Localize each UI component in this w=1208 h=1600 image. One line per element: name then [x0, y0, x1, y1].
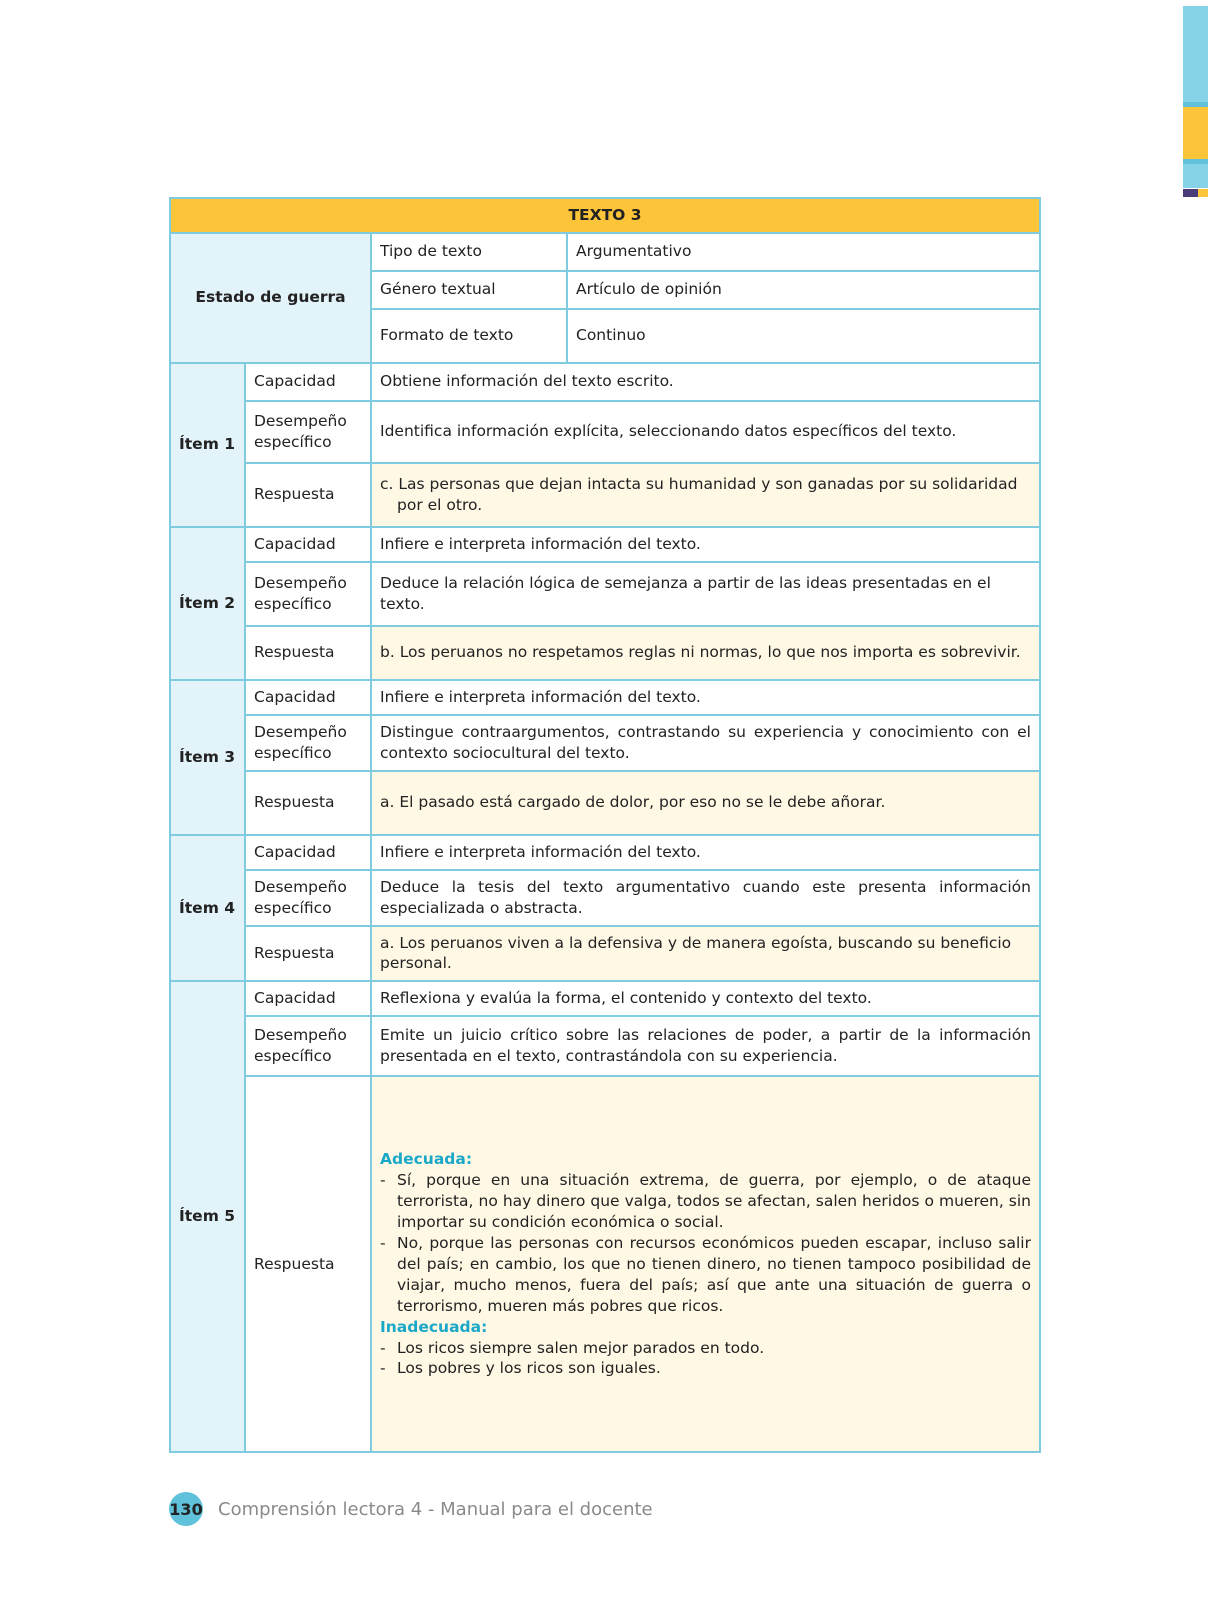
edge-tab-purple [1183, 189, 1198, 197]
item-title: Ítem 5 [170, 981, 245, 1452]
table-title: TEXTO 3 [170, 198, 1040, 233]
list-item: - Los ricos siempre salen mejor parados en todo. [380, 1338, 1031, 1359]
respuesta-value: a. Los peruanos viven a la defensiva y de manera egoísta, buscando su beneficio personal. [371, 926, 1040, 982]
row-label: Capacidad [245, 363, 371, 401]
respuesta-value: b. Los peruanos no respetamos reglas ni normas, lo que nos importa es sobrevivir. [371, 626, 1040, 680]
row-label: Respuesta [245, 463, 371, 527]
list-item: - Sí, porque en una situación extrema, de guerra, por ejemplo, o de ataque terrorista, no hay dinero que valga, todos se afectan, salen heridos o mueren, sin importar su condición económica o social. [380, 1170, 1031, 1233]
info-value: Continuo [567, 309, 1040, 363]
row-label: Respuesta [245, 926, 371, 982]
row-label: Desempeño específico [245, 1016, 371, 1076]
page-number: 130 [169, 1492, 203, 1526]
info-value: Argumentativo [567, 233, 1040, 271]
capacidad-value: Infiere e interpreta información del texto. [371, 680, 1040, 715]
adecuada-title: Adecuada: [380, 1150, 473, 1169]
capacidad-value: Obtiene información del texto escrito. [371, 363, 1040, 401]
respuesta-value [371, 463, 1040, 527]
item-title: Ítem 2 [170, 527, 245, 680]
row-label: Capacidad [245, 835, 371, 870]
capacidad-value: Infiere e interpreta información del texto. [371, 527, 1040, 562]
evaluation-table [169, 197, 1041, 1453]
page-footer [169, 1492, 653, 1526]
info-value: Artículo de opinión [567, 271, 1040, 309]
row-label: Desempeño específico [245, 562, 371, 626]
desempeno-value: Deduce la relación lógica de semejanza a partir de las ideas presentadas en el texto. [371, 562, 1040, 626]
desempeno-value: Emite un juicio crítico sobre las relaciones de poder, a partir de la información presentada en el texto, contrastándola con su experiencia. [371, 1016, 1040, 1076]
desempeno-value: Distingue contraargumentos, contrastando su experiencia y conocimiento con el contexto sociocultural del texto. [371, 715, 1040, 771]
text-name: Estado de guerra [170, 233, 371, 363]
item-title: Ítem 1 [170, 363, 245, 527]
edge-tab-blue [1183, 164, 1208, 188]
edge-tab-blue [1183, 6, 1208, 102]
info-label: Género textual [371, 271, 567, 309]
inadecuada-list [380, 1338, 1031, 1380]
row-label: Capacidad [245, 981, 371, 1016]
info-label: Tipo de texto [371, 233, 567, 271]
row-label: Respuesta [245, 1076, 371, 1452]
item-title: Ítem 3 [170, 680, 245, 835]
respuesta-text: c. Las personas que dejan intacta su humanidad y son ganadas por su solidaridad por el otro. [380, 475, 1018, 514]
desempeno-value: Identifica información explícita, seleccionando datos específicos del texto. [371, 401, 1040, 463]
footer-title: Comprensión lectora 4 - Manual para el docente [218, 1498, 653, 1520]
row-label: Respuesta [245, 771, 371, 835]
capacidad-value: Reflexiona y evalúa la forma, el contenido y contexto del texto. [371, 981, 1040, 1016]
info-label: Formato de texto [371, 309, 567, 363]
list-item: - No, porque las personas con recursos económicos pueden escapar, incluso salir del país; en cambio, los que no tienen dinero, no tienen tampoco posibilidad de viajar, mucho menos, fuera del país; así que ante una situación de guerra o terrorismo, mueren más pobres que ricos. [380, 1233, 1031, 1317]
row-label: Desempeño específico [245, 401, 371, 463]
edge-tab-gold [1198, 189, 1208, 197]
item-title: Ítem 4 [170, 835, 245, 982]
row-label: Desempeño específico [245, 870, 371, 926]
edge-tab-yellow [1183, 107, 1208, 159]
row-label: Capacidad [245, 680, 371, 715]
row-label: Capacidad [245, 527, 371, 562]
respuesta-value: a. El pasado está cargado de dolor, por eso no se le debe añorar. [371, 771, 1040, 835]
inadecuada-title: Inadecuada: [380, 1317, 488, 1336]
capacidad-value: Infiere e interpreta información del texto. [371, 835, 1040, 870]
respuesta-value [371, 1076, 1040, 1452]
row-label: Desempeño específico [245, 715, 371, 771]
adecuada-list [380, 1170, 1031, 1316]
row-label: Respuesta [245, 626, 371, 680]
desempeno-value: Deduce la tesis del texto argumentativo cuando este presenta información especializada o abstracta. [371, 870, 1040, 926]
list-item: - Los pobres y los ricos son iguales. [380, 1358, 1031, 1379]
